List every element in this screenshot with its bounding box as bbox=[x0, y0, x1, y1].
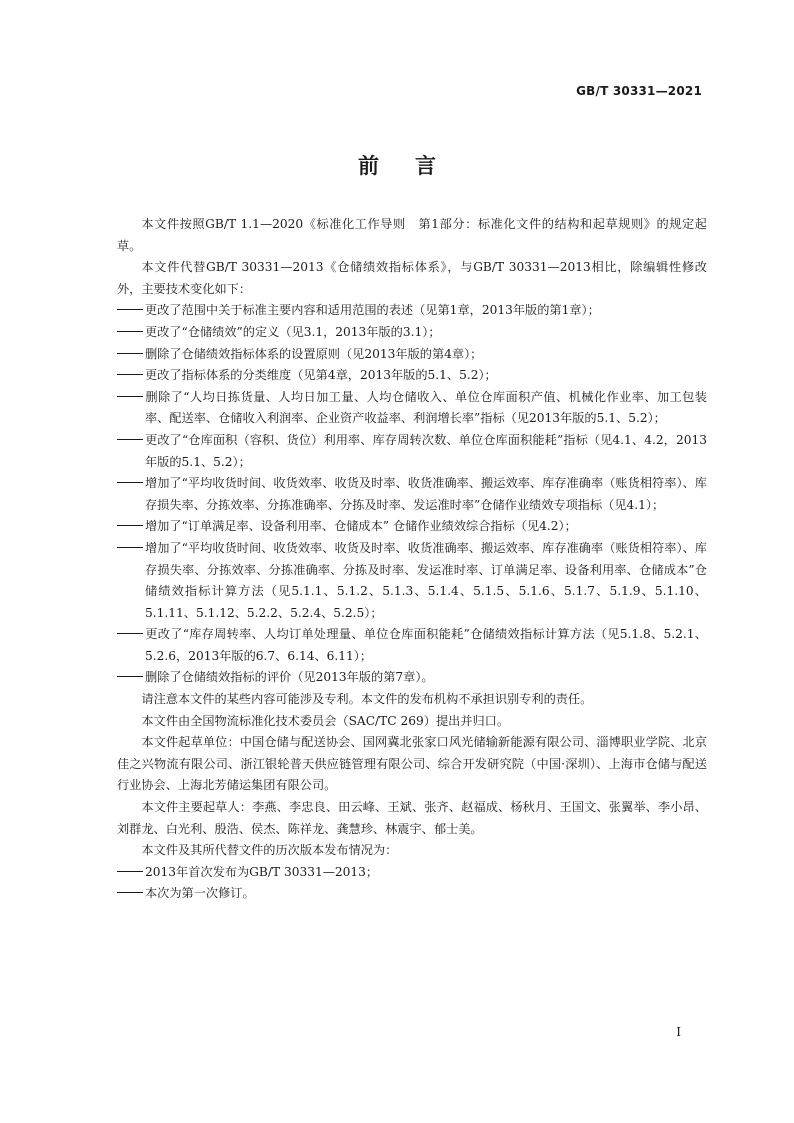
change-item: 更改了“仓储绩效”的定义（见3.1，2013年版的3.1）； bbox=[117, 322, 707, 344]
dash-bullet bbox=[117, 676, 143, 677]
page-title: 前言 bbox=[358, 154, 472, 178]
paragraph-replacement: 本文件代替GB/T 30331—2013《仓储绩效指标体系》，与GB/T 30331—2013相比，除编辑性修改外，主要技术变化如下： bbox=[117, 260, 707, 296]
foreword-body bbox=[117, 214, 707, 905]
dash-bullet bbox=[117, 374, 143, 375]
paragraph-drafting-units: 本文件起草单位：中国仓储与配送协会、国网冀北张家口风光储输新能源有限公司、淄博职业学院、北京佳之兴物流有限公司、浙江银轮普天供应链管理有限公司、综合开发研究院（中国·深圳）、上海市仓储与配送行业协会、上海北芳储运集团有限公司。 bbox=[117, 735, 707, 793]
paragraph-drafters: 本文件主要起草人：李燕、李忠良、田云峰、王斌、张齐、赵福成、杨秋月、王国文、张翼举、李小昂、刘群龙、白光利、殷浩、侯杰、陈祥龙、龚慧珍、林震宇、郁士美。 bbox=[117, 800, 707, 836]
standard-number: GB/T 30331—2021 bbox=[576, 84, 702, 98]
paragraph-history-intro: 本文件及其所代替文件的历次版本发布情况为： bbox=[141, 843, 398, 858]
dash-bullet bbox=[117, 547, 143, 548]
change-item: 增加了“订单满足率、设备利用率、仓储成本” 仓储作业绩效综合指标（见4.2）； bbox=[117, 516, 707, 538]
change-item: 更改了“库存周转率、人均订单处理量、单位仓库面积能耗”仓储绩效指标计算方法（见5.1.8、5.2.1、5.2.6，2013年版的6.7、6.14、6.11）； bbox=[117, 624, 707, 667]
change-item: 更改了指标体系的分类维度（见第4章，2013年版的5.1、5.2）； bbox=[117, 365, 707, 387]
paragraph-proposer: 本文件由全国物流标准化技术委员会（SAC/TC 269）提出并归口。 bbox=[141, 713, 510, 728]
dash-bullet bbox=[117, 439, 143, 440]
change-item: 删除了仓储绩效指标的评价（见2013年版的第7章）。 bbox=[117, 667, 707, 689]
dash-bullet bbox=[117, 633, 143, 634]
change-item: 删除了仓储绩效指标体系的设置原则（见2013年版的第4章）； bbox=[117, 344, 707, 366]
change-item: 更改了范围中关于标准主要内容和适用范围的表述（见第1章，2013年版的第1章）； bbox=[117, 300, 707, 322]
paragraph-patent-notice: 请注意本文件的某些内容可能涉及专利。本文件的发布机构不承担识别专利的责任。 bbox=[141, 692, 593, 707]
change-item: 增加了“平均收货时间、收货效率、收货及时率、收货准确率、搬运效率、库存准确率（账货相符率）、库存损失率、分拣效率、分拣准确率、分拣及时率、发运准时率、订单满足率、设备利用率、仓储成本”仓储绩效指标计算方法（见5.1.1、5.1.2、5.1.3、5.1.4、5.1.5、5.1.6、5.1.7、5.1.9、5.1.10、5.1.11、5.1.12、5.2.2、5.2.4、5.2.5）； bbox=[117, 538, 707, 624]
dash-bullet bbox=[117, 353, 143, 354]
dash-bullet bbox=[117, 331, 143, 332]
dash-bullet bbox=[117, 482, 143, 483]
history-item: 2013年首次发布为GB/T 30331—2013； bbox=[117, 862, 707, 884]
history-item: 本次为第一次修订。 bbox=[117, 883, 707, 905]
change-item: 更改了“仓库面积（容积、货位）利用率、库存周转次数、单位仓库面积能耗”指标（见4.1、4.2，2013年版的5.1、5.2）； bbox=[117, 430, 707, 473]
change-item: 删除了“人均日拣货量、人均日加工量、人均仓储收入、单位仓库面积产值、机械化作业率、加工包装率、配送率、仓储收入利润率、企业资产收益率、利润增长率”指标（见2013年版的5.1、5.2）； bbox=[117, 387, 707, 430]
dash-bullet bbox=[117, 525, 143, 526]
dash-bullet bbox=[117, 892, 143, 893]
paragraph-drafting-rules: 本文件按照GB/T 1.1—2020《标准化工作导则 第1部分：标准化文件的结构和起草规则》的规定起草。 bbox=[117, 217, 707, 253]
dash-bullet bbox=[117, 396, 143, 397]
dash-bullet bbox=[117, 309, 143, 310]
change-item: 增加了“平均收货时间、收货效率、收货及时率、收货准确率、搬运效率、库存准确率（账货相符率）、库存损失率、分拣效率、分拣准确率、分拣及时率、发运准时率”仓储作业绩效专项指标（见4.1）； bbox=[117, 473, 707, 516]
dash-bullet bbox=[117, 871, 143, 872]
page-number: I bbox=[676, 1025, 681, 1039]
